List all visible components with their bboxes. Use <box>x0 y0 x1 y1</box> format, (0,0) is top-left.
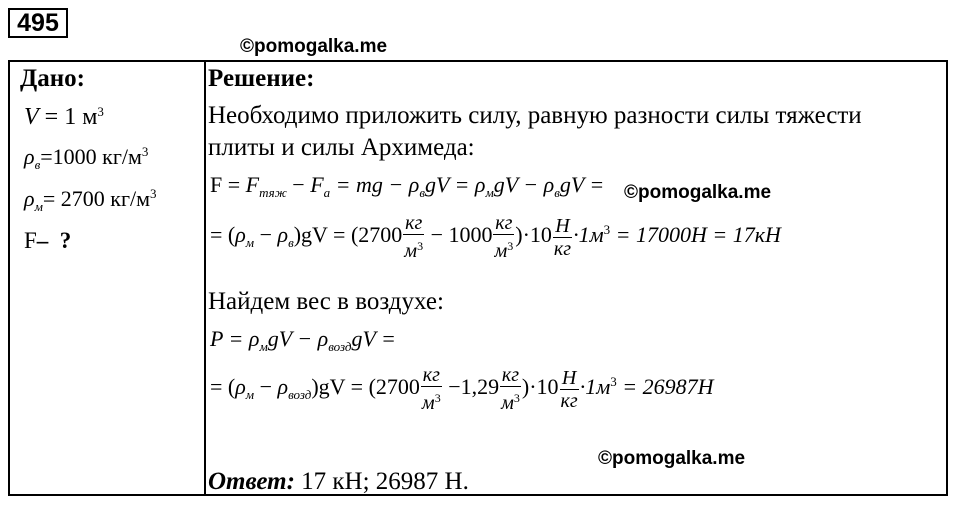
fraction: $\frac{Н}{кг}$ <box>553 214 572 260</box>
solution-table <box>8 60 948 496</box>
watermark: ©pomogalka.me <box>240 36 388 57</box>
fraction: $\frac{кг}{м^3}$ <box>421 364 441 414</box>
formula-weight-line1: $P = \rho_мgV - \rho_{возд}gV$ = <box>210 326 396 354</box>
given-water-density: $\rho_в=1000$ $кг/м^3$ <box>24 144 149 172</box>
answer-line <box>208 468 469 496</box>
answer-label: Ответ: <box>208 468 295 495</box>
solution-text-line1: Необходимо приложить силу, равную разности силы тяжести <box>208 102 862 129</box>
formula-weight-line2: = $(\rho_м - \rho_{возд})gV = (2700$ $\frac{кг}{м^3}$ −1,29 $\frac{кг}{м^3}$ )·10 $\frac{Н}{кг}$ $\cdot 1м^3 = 26987H$ <box>210 364 714 414</box>
solution-text-line2: плиты и силы Архимеда: <box>208 134 475 161</box>
column-divider <box>204 62 206 494</box>
answer-value: 17 кН; 26987 Н. <box>294 468 469 495</box>
given-volume: V = 1 $м^3$ <box>24 104 104 130</box>
given-title: Дано: <box>20 65 85 92</box>
formula-force-line2: = $(\rho_м - \rho_в)gV = (2700$ $\frac{кг}{м^3}$ − 1000 $\frac{кг}{м^3}$ )·10 $\frac{Н}{кг}$ $\cdot 1м^3 = 17000H = 17кН$ <box>210 212 781 262</box>
problem-number: 495 <box>8 8 68 38</box>
fraction: $\frac{Н}{кг}$ <box>560 366 578 412</box>
fraction: $\frac{кг}{м^3}$ <box>404 212 424 262</box>
watermark: ©pomogalka.me <box>624 182 772 203</box>
given-find: F– ? <box>24 228 72 253</box>
given-slab-density: $\rho_м= 2700$ $кг/м^3$ <box>24 186 157 214</box>
fraction: $\frac{кг}{м^3}$ <box>494 212 514 262</box>
formula-force-line1: $F = F_{тяж} - F_а$ = mg − $\rho_вgV = \rho_мgV - \rho_вgV$ = <box>210 172 605 200</box>
solution-text-line3: Найдем вес в воздухе: <box>208 288 444 315</box>
fraction: $\frac{кг}{м^3}$ <box>501 364 520 414</box>
solution-title: Решение: <box>208 65 315 92</box>
watermark: ©pomogalka.me <box>598 448 746 469</box>
